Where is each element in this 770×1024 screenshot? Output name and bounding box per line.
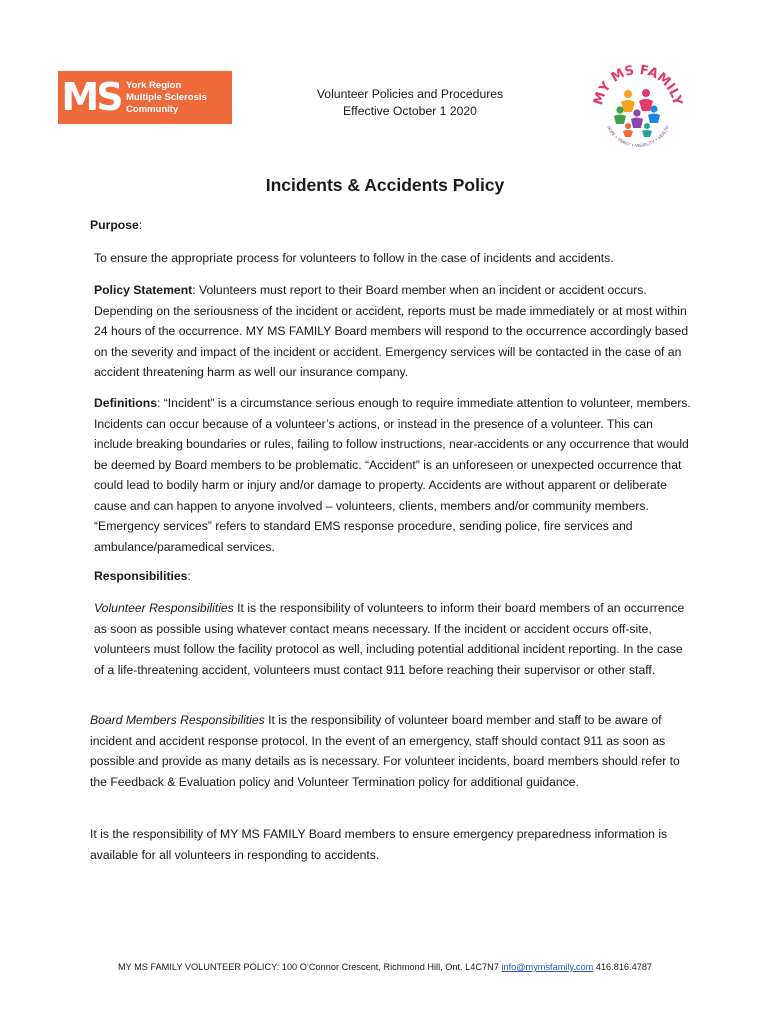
policy-statement xyxy=(90,280,694,383)
york-region-ms-logo xyxy=(58,71,232,124)
family-figures-icon xyxy=(614,89,660,137)
definitions-text: : “Incident” is a circumstance serious enough to require immediate attention to volunteer, members. Incidents can occur because of a volunteer’s actions, or instead in the presence of a volunteer. This can include breaking boundaries or rules, failing to follow instructions, near-accidents or any occurrence that would be deemed by Board members to be problematic. “Accident” is an unforeseen or unexpected occurrence that could lead to bodily harm or injury and/or damage to property. Accidents are without apparent or deliberate cause and can happen to anyone involved – volunteers, clients, members and/or community members. “Emergency services” refers to standard EMS response procedure, sending police, fire services and ambulance/paramedical services. xyxy=(94,396,691,554)
responsibilities-heading xyxy=(90,566,694,587)
definitions xyxy=(90,393,694,557)
family-logo-tagline: HOPE • FAMILY • VISIBILITY • HEALTH xyxy=(605,124,671,149)
ms-logo-mark: MS xyxy=(61,75,121,119)
closing-statement: It is the responsibility of MY MS FAMILY Board members to ensure emergency preparedness information is available for all volunteers in responding to accidents. xyxy=(90,827,668,862)
volunteer-responsibilities-label: Volunteer Responsibilities xyxy=(94,601,234,615)
policy-statement-label: Policy Statement xyxy=(94,283,193,297)
ms-logo-line2: Multiple Sclerosis xyxy=(126,91,207,103)
header-title-line2: Effective October 1 2020 xyxy=(343,104,477,118)
family-logo-text: MY MS FAMILY xyxy=(591,62,685,107)
ms-logo-words xyxy=(124,80,207,116)
purpose-text: To ensure the appropriate process for volunteers to follow in the case of incidents and accidents. xyxy=(94,251,614,265)
my-ms-family-logo xyxy=(588,58,688,158)
footer-phone: 416.816.4787 xyxy=(593,962,653,972)
svg-text:MY MS FAMILY xyxy=(591,63,685,107)
policy-statement-text: : Volunteers must report to their Board member when an incident or accident occurs. Depending on the seriousness of the incident or accident, reports must be made immediately or at most within 24 hours of the occurrence. MY MS FAMILY Board members will respond to the occurrence accordingly based on the severity and impact of the incident or accident. Emergency services will be contacted in the case of an accident threatening harm as well our insurance company. xyxy=(94,283,689,379)
responsibilities-label: Responsibilities xyxy=(94,569,188,583)
ms-logo-line1: York Region xyxy=(126,79,182,91)
ms-logo-line3: Community xyxy=(126,103,179,115)
purpose-heading xyxy=(90,215,690,236)
definitions-label: Definitions xyxy=(94,396,157,410)
board-responsibilities-label: Board Members Responsibilities xyxy=(90,713,265,727)
policy-title: Incidents & Accidents Policy xyxy=(265,175,505,195)
purpose-colon: : xyxy=(138,218,143,232)
volunteer-responsibilities xyxy=(90,598,694,680)
header-title-line1: Volunteer Policies and Procedures xyxy=(316,87,504,101)
board-responsibilities xyxy=(90,710,690,792)
footer-email-link[interactable]: info@mymsfamily.com xyxy=(501,962,594,972)
purpose-label: Purpose xyxy=(90,218,139,232)
header-title xyxy=(280,86,540,120)
volunteer-responsibilities-text: It is the responsibility of volunteers to inform their board members of an occurrence as soon as possible using whatever contact means necessary. If the incident or accident occurs off-site, volunteers must follow the facility protocol as well, including potential additional incident reporting. In the case of a life-threatening accident, volunteers must contact 911 before reaching their supervisor or other staff. xyxy=(94,601,685,677)
svg-text:HOPE • FAMILY • VISIBILITY • H xyxy=(606,125,670,148)
responsibilities-colon: : xyxy=(187,569,191,583)
footer xyxy=(0,962,770,972)
footer-address: MY MS FAMILY VOLUNTEER POLICY: 100 O’Connor Crescent, Richmond Hill, Ont. L4C7N7 xyxy=(117,962,502,972)
board-responsibilities-text: It is the responsibility of volunteer board member and staff to be aware of incident and accident response protocol. In the event of an emergency, staff should contact 911 as soon as possible and provide as many details as is necessary. For volunteer incidents, board members should refer to the Feedback & Evaluation policy and Volunteer Termination policy for additional guidance. xyxy=(90,713,680,789)
